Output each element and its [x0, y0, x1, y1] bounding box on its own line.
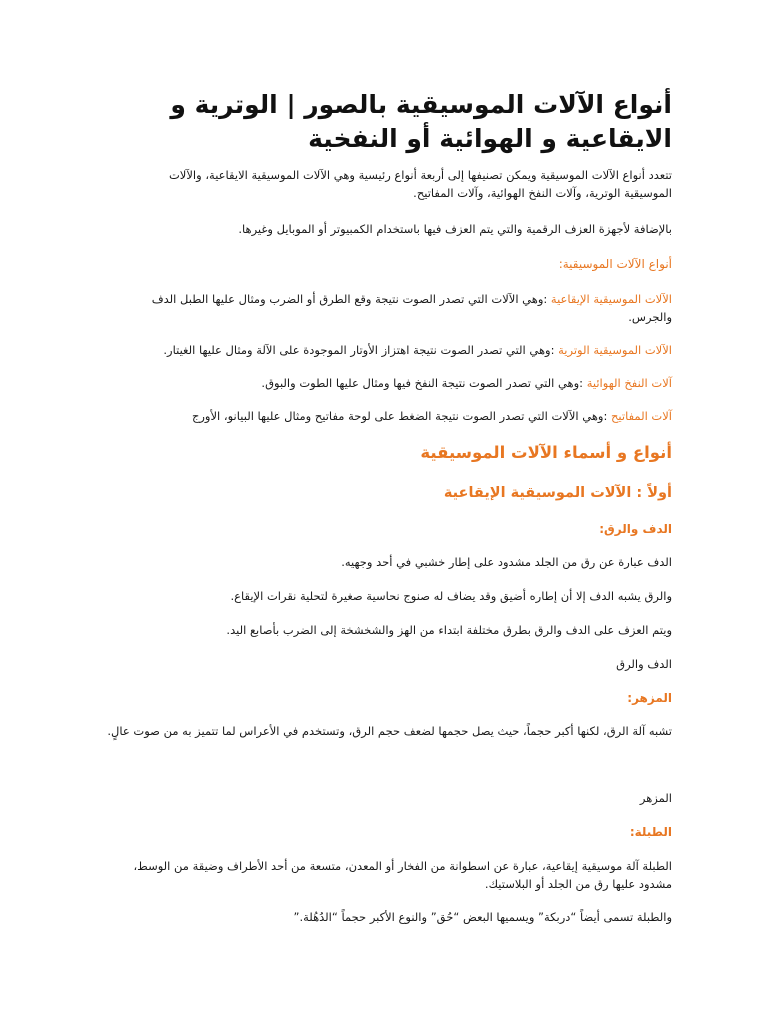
mazhar-image-caption: المزهر: [639, 791, 672, 805]
type-text: :وهي التي تصدر الصوت نتيجة النفخ فيها ومثال عليها الطوت والبوق.: [261, 376, 584, 390]
type-item-percussion: [122, 290, 672, 326]
type-label: الآلات الموسيقية الإيقاعية: [550, 292, 672, 306]
type-text: :وهي الآلات التي تصدر الصوت نتيجة وقع الطرق أو الضرب ومثال عليها الطبل الدف والجرس.: [151, 292, 672, 324]
intro-paragraph-2: بالإضافة لأجهزة العزف الرقمية والتي يتم العزف فيها باستخدام الكمبيوتر أو الموبايل وغيرها.: [238, 222, 672, 236]
daf-paragraph-2: والرق يشبه الدف إلا أن إطاره أضيق وقد يضاف له صنوج نحاسية صغيرة لتحلية نقرات الإيقاع.: [230, 589, 672, 603]
page-title: أنواع الآلات الموسيقية بالصور | الوترية و الايقاعية و الهوائية أو النفخية: [170, 90, 672, 153]
daf-heading: الدف والرق:: [599, 522, 672, 536]
tabla-paragraph-1: الطبلة آلة موسيقية إيقاعية، عبارة عن اسطوانة من الفخار أو المعدن، متسعة من أحد الأطراف وضيقة من الوسط، مشدود عليها رق من الجلد أو البلاستيك.: [133, 859, 672, 891]
type-item-keyboard: [122, 407, 672, 425]
tabla-paragraph-2: والطبلة تسمى أيضاً “دربكة” ويسميها البعض “حُق” والنوع الأكبر حجماً “الدُهُلة.”: [293, 910, 672, 924]
types-heading: أنواع الآلات الموسيقية:: [558, 257, 672, 271]
section-heading: أنواع و أسماء الآلات الموسيقية: [420, 443, 672, 462]
intro-paragraph: تتعدد أنواع الآلات الموسيقية ويمكن تصنيفها إلى أربعة أنواع رئيسية وهي الآلات الموسيقية الايقاعية، والآلات الموسيقية الوترية، وآلات النفخ الهوائية، وآلات المفاتيح.: [168, 168, 672, 200]
tabla-heading: الطبلة:: [629, 825, 672, 839]
subsection-heading-percussion: أولاً : الآلات الموسيقية الإيقاعية: [443, 485, 672, 501]
mazhar-paragraph: تشبه آلة الرق، لكنها أكبر حجماً، حيث يصل حجمها لضعف حجم الرق، وتستخدم في الأعراس لما تتميز به من صوت عالٍ.: [107, 724, 672, 738]
daf-image-caption: الدف والرق: [616, 657, 672, 671]
mazhar-heading: المزهر:: [627, 691, 672, 705]
type-label: آلات المفاتيح: [611, 409, 672, 423]
type-text: :وهي التي تصدر الصوت نتيجة اهتزاز الأوتار الموجودة على الآلة ومثال عليها الغيتار.: [163, 343, 555, 357]
type-item-wind: [122, 374, 672, 392]
daf-paragraph-3: ويتم العزف على الدف والرق بطرق مختلفة ابتداء من الهز والشخشخة إلى الضرب بأصابع اليد.: [226, 623, 672, 637]
type-text: :وهي الآلات التي تصدر الصوت نتيجة الضغط على لوحة مفاتيح ومثال عليها البيانو، الأورج: [191, 409, 608, 423]
type-label: آلات النفخ الهوائية: [586, 376, 672, 390]
type-label: الآلات الموسيقية الوترية: [558, 343, 672, 357]
type-item-string: [122, 341, 672, 359]
daf-paragraph-1: الدف عبارة عن رق من الجلد مشدود على إطار خشبي في أحد وجهيه.: [341, 555, 672, 569]
